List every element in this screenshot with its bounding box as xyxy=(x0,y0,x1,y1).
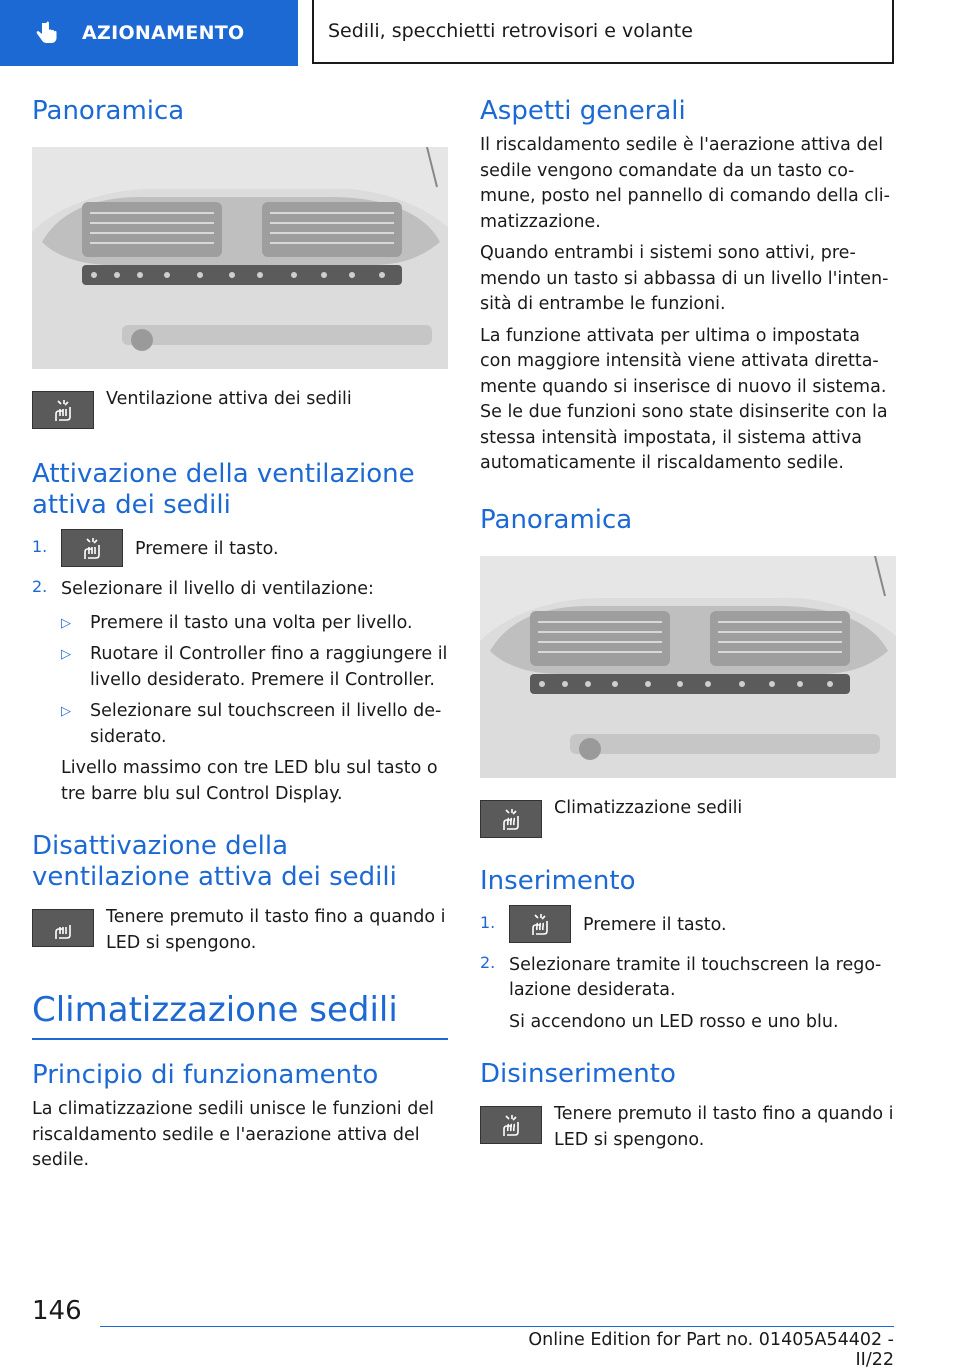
chapter-title: Sedili, specchietti retrovisori e volante xyxy=(328,20,693,42)
bullet-item xyxy=(61,699,448,750)
main-title-block xyxy=(32,990,448,1040)
step-1 xyxy=(480,913,896,943)
bullet-text: Ruotare il Controller fino a raggiungere il livello desiderato. Premere il Controller. xyxy=(90,644,448,690)
bullet-text: Selezionare sul touchscreen il livello desiderato. xyxy=(90,701,442,747)
section-label: AZIONAMENTO xyxy=(82,22,245,44)
triangle-bullet-icon: ▷ xyxy=(61,647,71,662)
insert-heading: Inserimento xyxy=(480,865,636,896)
seat-climate-button[interactable] xyxy=(509,905,571,943)
right-column xyxy=(480,96,896,1153)
step-text: Selezionare tramite il touchscreen la regolazione desiderata. xyxy=(509,954,882,1000)
hand-pointer-icon xyxy=(32,19,60,47)
principle-text: La climatizzazione sedili unisce le funzioni del riscaldamento sedile e l'aerazione attiva del sedile. xyxy=(32,1099,434,1170)
disinsert-heading: Disinserimento xyxy=(480,1059,676,1089)
step-2 xyxy=(480,953,896,1004)
seat-climate-button[interactable] xyxy=(480,1106,542,1144)
seat-climate-button[interactable] xyxy=(480,800,542,838)
climate-legend xyxy=(480,797,896,838)
seat-climate-icon xyxy=(527,911,553,937)
triangle-bullet-icon: ▷ xyxy=(61,615,71,631)
chapter-header xyxy=(312,0,894,64)
panoramica-heading: Panoramica xyxy=(32,96,185,126)
seat-ventilation-button[interactable] xyxy=(32,909,94,947)
general-paragraph-2: Quando entrambi i sistemi sono attivi, premendo un tasto si abbassa di un livello l'intensità di entrambe le funzioni. xyxy=(480,243,889,314)
step-number: 1. xyxy=(480,912,496,932)
seat-ventilation-icon xyxy=(50,915,76,941)
general-paragraph-1: Il riscaldamento sedile è l'aerazione attiva del sedile vengono comandate da un tasto comune, posto nel pannello di comando della climatizzazione. xyxy=(480,135,890,232)
disinsert-row xyxy=(480,1106,896,1153)
step-2 xyxy=(32,577,448,603)
bullet-text: Premere il tasto una volta per livello. xyxy=(90,612,413,633)
step-text: Selezionare il livello di ventilazione: xyxy=(61,579,374,599)
main-title: Climatizzazione sedili xyxy=(32,990,398,1030)
disinsert-text: Tenere premuto il tasto fino a quando i LED si spengono. xyxy=(554,1104,894,1150)
left-column xyxy=(32,96,448,1174)
step-number: 2. xyxy=(32,577,48,596)
edition-text: Online Edition for Part no. 01405A54402 - II/22 xyxy=(528,1330,894,1370)
section-tab[interactable] xyxy=(0,0,298,66)
step-number: 1. xyxy=(32,537,48,556)
seat-ventilation-icon xyxy=(79,535,105,561)
deactivation-row xyxy=(32,909,448,956)
footer-rule xyxy=(100,1326,894,1327)
general-paragraph-3: La funzione attivata per ultima o impostata con maggiore intensità viene attivata direttamente quando si inserisce di nuovo il sistema. Se le due funzioni sono state disinserite con la stessa intensità impostata, il sistema attiva automaticamente il riscaldamento sedile. xyxy=(480,325,888,473)
dashboard-climate-panel-photo xyxy=(480,556,896,778)
panoramica-heading-right: Panoramica xyxy=(480,504,633,535)
climate-caption: Climatizzazione sedili xyxy=(554,797,743,818)
general-heading: Aspetti generali xyxy=(480,96,686,126)
step-number: 2. xyxy=(480,952,496,972)
activation-heading: Attivazione della ventilazione attiva dei sedili xyxy=(32,459,415,520)
page-number: 146 xyxy=(32,1296,82,1326)
step-text: Premere il tasto. xyxy=(135,539,279,559)
seat-ventilation-button[interactable] xyxy=(32,391,94,429)
seat-ventilation-button[interactable] xyxy=(61,529,123,567)
principle-heading: Principio di funzionamento xyxy=(32,1060,379,1090)
seat-ventilation-icon xyxy=(50,397,76,423)
max-level-text: Livello massimo con tre LED blu sul tasto o tre barre blu sul Control Display. xyxy=(61,758,438,804)
bullet-item xyxy=(61,611,448,637)
step-1 xyxy=(32,537,448,567)
ventilation-caption: Ventilazione attiva dei sedili xyxy=(106,389,352,409)
deactivation-text: Tenere premuto il tasto fino a quando i LED si spengono. xyxy=(106,907,446,953)
step-text: Premere il tasto. xyxy=(583,914,727,935)
seat-climate-icon xyxy=(498,1112,524,1138)
deactivation-heading: Disattivazione della ventilazione attiva dei sedili xyxy=(32,831,397,892)
led-text: Si accendono un LED rosso e uno blu. xyxy=(509,1011,839,1032)
ventilation-legend xyxy=(32,391,448,429)
dashboard-climate-panel-photo xyxy=(32,147,448,369)
bullet-item xyxy=(61,642,448,693)
triangle-bullet-icon: ▷ xyxy=(61,704,71,719)
seat-climate-icon xyxy=(498,806,524,832)
